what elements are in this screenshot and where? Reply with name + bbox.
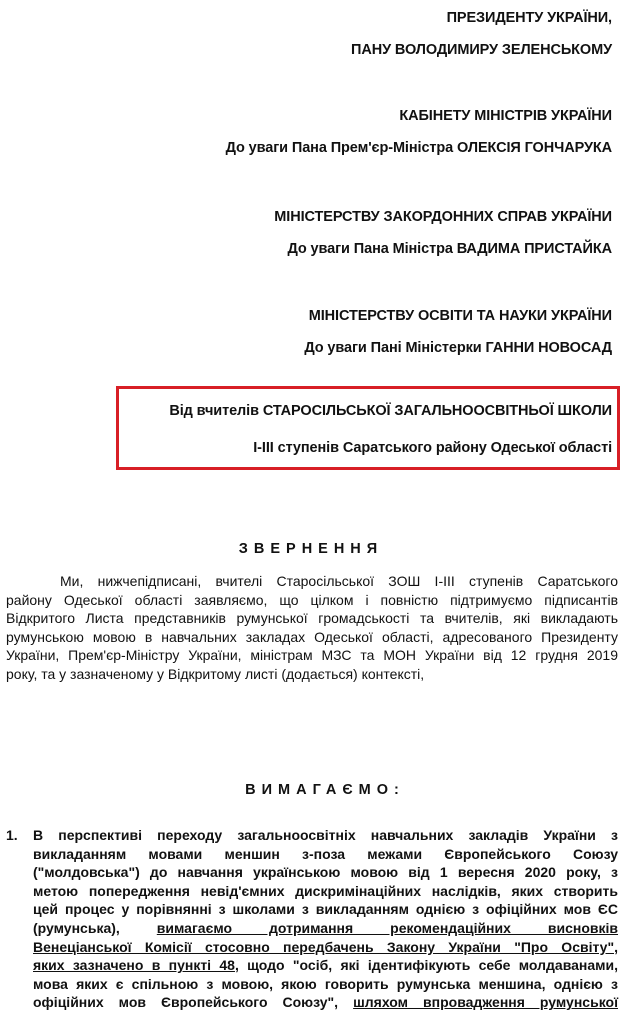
intro-line: Відкритого Листа представників румунської громадськості та вчителів, які викладають (6, 610, 618, 627)
item-fragment: (румунська), (33, 919, 120, 936)
intro-line: року, та у зазначеному у Відкритому листі (додається) контексті, (6, 665, 425, 682)
addressee-mfa-line2: До уваги Пана Міністра ВАДИМА ПРИСТАЙКА (287, 241, 612, 257)
underlined-demand: вимагаємо дотримання рекомендаційних висновків (156, 919, 619, 936)
item-line: мова яких є спільною з мовою, якою говорить румунська меншина, однією з (33, 975, 618, 992)
intro-line: України, Прем'єр-Міністру України, міністрам МЗС та МОН України від 12 грудня 2019 (6, 647, 618, 664)
item-line: викладанням мовами меншин з-поза межами Європейського Союзу (33, 845, 618, 862)
addressee-education-line1: МІНІСТЕРСТВУ ОСВІТИ ТА НАУКИ УКРАЇНИ (308, 308, 612, 324)
addressee-president-line1: ПРЕЗИДЕНТУ УКРАЇНИ, (446, 10, 612, 26)
demand-heading: ВИМАГАЄМО: (245, 782, 405, 798)
underlined-line: Венеціанської Комісії стосовно передбачень Закону України "Про Освіту", (33, 938, 618, 955)
intro-line: району Одеської області заявляємо, що цілком і повністю підтримуємо підписантів (6, 591, 618, 608)
item-fragment: , щодо "осіб, які ідентифікують себе молдаванами, (234, 957, 619, 974)
underlined-point-48: яких зазначено в пункті 48 (33, 957, 235, 974)
item-line (33, 919, 618, 938)
item-fragment: офіційних мов Європейського Союзу", (33, 994, 339, 1011)
sender-line2: І-ІІІ ступенів Саратського району Одеської області (253, 440, 612, 456)
addressee-mfa-line1: МІНІСТЕРСТВУ ЗАКОРДОННИХ СПРАВ УКРАЇНИ (274, 209, 612, 225)
item-line: В перспективі переходу загальноосвітніх навчальних закладів України з (33, 827, 618, 843)
sender-highlight-frame (116, 386, 620, 470)
sender-line1: Від вчителів СТАРОСІЛЬСЬКОЇ ЗАГАЛЬНООСВІТНЬОЇ ШКОЛИ (169, 403, 612, 419)
item-line: ("молдовська") до навчання українською мовою від 1 вересня 2020 року, з (33, 864, 618, 881)
intro-paragraph (6, 572, 618, 684)
addressee-cabinet-line2: До уваги Пана Прем'єр-Міністра ОЛЕКСІЯ ГОНЧАРУКА (225, 140, 612, 156)
addressee-president-line2: ПАНУ ВОЛОДИМИРУ ЗЕЛЕНСЬКОМУ (351, 42, 612, 58)
addressee-education-line2: До уваги Пані Міністерки ГАННИ НОВОСАД (304, 340, 612, 356)
item-line (33, 956, 618, 975)
addressee-cabinet-line1: КАБІНЕТУ МІНІСТРІВ УКРАЇНИ (399, 108, 612, 124)
intro-line: румунською мовою в навчальних закладах Одеської області, адресованого Президенту (6, 628, 618, 645)
item-line: цей процес у порівнянні з школами з викладанням однією з офіційних мов ЄС (33, 901, 618, 918)
item-line (33, 993, 618, 1012)
item-line: метою попередження невід'ємних дискримінаційних наслідків, яких створить (33, 882, 618, 899)
item-number: 1. (6, 827, 18, 843)
item-text (33, 826, 618, 1012)
underlined-fragment: шляхом впровадження румунської (353, 994, 619, 1011)
intro-line: Ми, нижчепідписані, вчителі Старосільської ЗОШ І-ІІІ ступенів Саратського (60, 573, 618, 589)
letter-title: ЗВЕРНЕННЯ (238, 541, 384, 557)
